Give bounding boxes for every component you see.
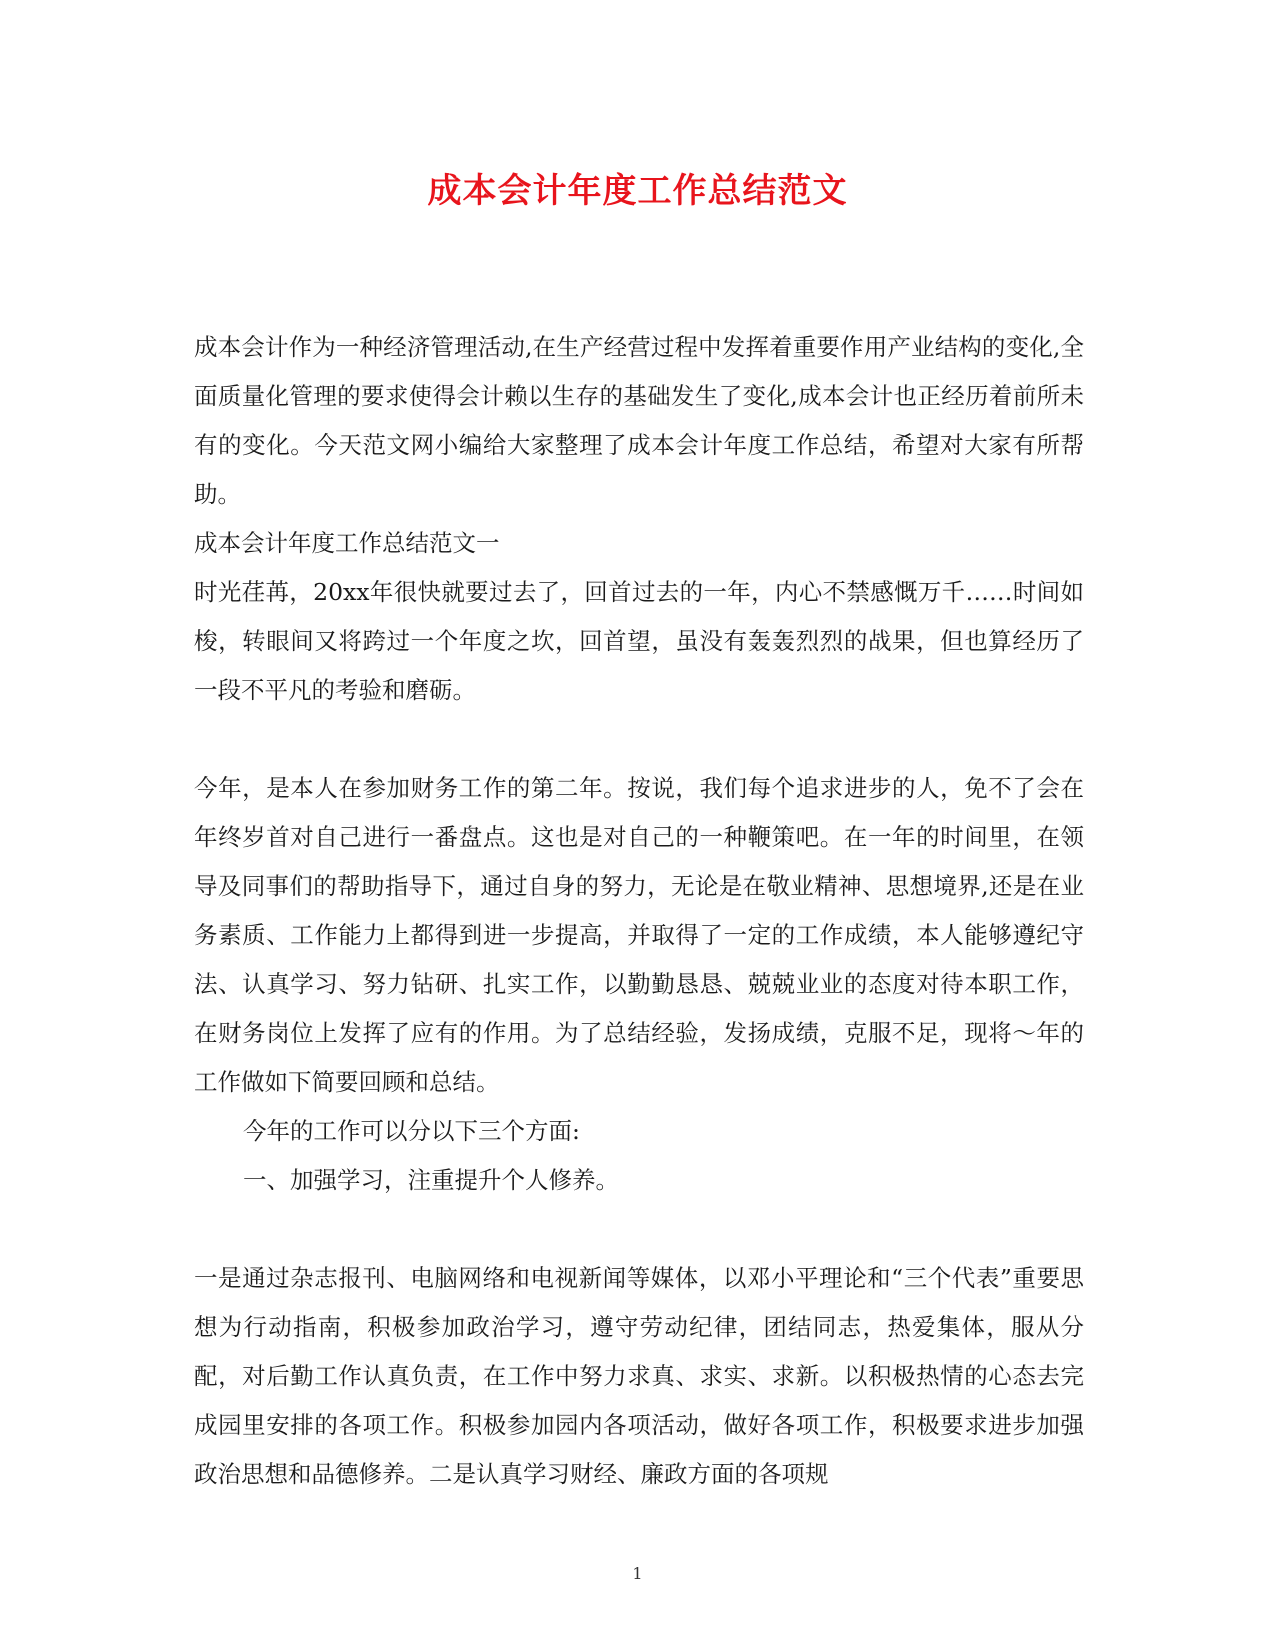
- document-body: [194, 323, 1084, 1499]
- body-paragraph: 今年的工作可以分以下三个方面:: [243, 1117, 580, 1145]
- body-paragraph: 时光荏苒，20xx年很快就要过去了，回首过去的一年，内心不禁感慨万千……时间如梭，转眼间又将跨过一个年度之坎，回首望，虽没有轰轰烈烈的战果，但也算经历了一段不平凡的考验和磨砺。: [194, 578, 1084, 704]
- body-paragraph: 今年，是本人在参加财务工作的第二年。按说，我们每个追求进步的人，免不了会在年终岁首对自己进行一番盘点。这也是对自己的一种鞭策吧。在一年的时间里，在领导及同事们的帮助指导下，通过自身的努力，无论是在敬业精神、思想境界,还是在业务素质、工作能力上都得到进一步提高，并取得了一定的工作成绩，本人能够遵纪守法、认真学习、努力钻研、扎实工作，以勤勤恳恳、兢兢业业的态度对待本职工作，在财务岗位上发挥了应有的作用。为了总结经验，发扬成绩，克服不足，现将～年的工作做如下简要回顾和总结。: [194, 774, 1084, 1096]
- intro-paragraph: 成本会计作为一种经济管理活动,在生产经营过程中发挥着重要作用产业结构的变化,全面质量化管理的要求使得会计赖以生存的基础发生了变化,成本会计也正经历着前所未有的变化。今天范文网小编给大家整理了成本会计年度工作总结，希望对大家有所帮助。: [194, 333, 1084, 508]
- section-heading: 成本会计年度工作总结范文一: [194, 529, 500, 557]
- document-title: 成本会计年度工作总结范文: [427, 171, 848, 211]
- page-number: 1: [632, 1564, 643, 1583]
- subsection-heading: 一、加强学习，注重提升个人修养。: [243, 1166, 619, 1194]
- body-paragraph: 一是通过杂志报刊、电脑网络和电视新闻等媒体，以邓小平理论和“三个代表”重要思想为行动指南，积极参加政治学习，遵守劳动纪律，团结同志，热爱集体，服从分配，对后勤工作认真负责，在工作中努力求真、求实、求新。以积极热情的心态去完成园里安排的各项工作。积极参加园内各项活动，做好各项工作，积极要求进步加强政治思想和品德修养。二是认真学习财经、廉政方面的各项规: [194, 1264, 1084, 1488]
